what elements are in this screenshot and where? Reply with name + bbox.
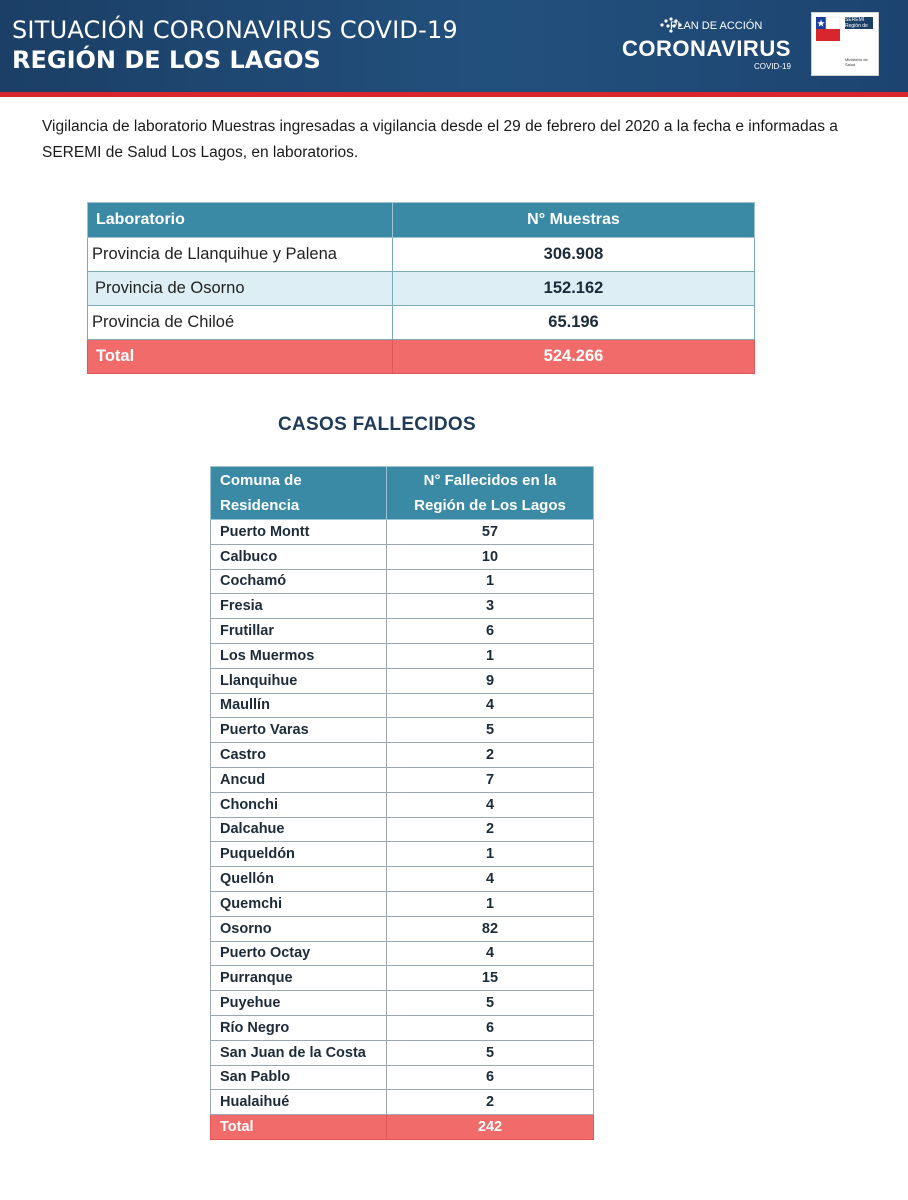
table-row xyxy=(211,991,594,1016)
seremi-logo xyxy=(811,12,879,76)
table-row xyxy=(211,1015,594,1040)
comuna-cell: San Juan de la Costa xyxy=(211,1040,387,1065)
fallecidos-cell: 7 xyxy=(387,767,594,792)
comuna-cell: Chonchi xyxy=(211,792,387,817)
column-header-muestras: N° Muestras xyxy=(393,203,755,238)
lab-name-cell: Provincia de Llanquihue y Palena xyxy=(88,238,393,272)
comuna-cell: Maullín xyxy=(211,693,387,718)
fallecidos-cell: 5 xyxy=(387,991,594,1016)
chile-flag-icon xyxy=(816,17,840,41)
fallecidos-cell: 4 xyxy=(387,693,594,718)
seremi-label: SEREMI xyxy=(845,17,865,23)
table-row xyxy=(211,891,594,916)
table-row xyxy=(211,966,594,991)
table-header-row xyxy=(88,203,755,238)
table-row xyxy=(211,718,594,743)
fallecidos-cell: 6 xyxy=(387,1015,594,1040)
total-value: 524.266 xyxy=(393,340,755,374)
total-label: Total xyxy=(211,1115,387,1140)
fallecidos-cell: 15 xyxy=(387,966,594,991)
fallecidos-cell: 10 xyxy=(387,544,594,569)
comuna-cell: Frutillar xyxy=(211,619,387,644)
table-header-row xyxy=(211,467,594,520)
fallecidos-cell: 5 xyxy=(387,1040,594,1065)
table-row xyxy=(211,916,594,941)
ministerio-label: Ministerio de Salud xyxy=(845,57,868,67)
fallecidos-cell: 2 xyxy=(387,817,594,842)
total-value: 242 xyxy=(387,1115,594,1140)
table-row xyxy=(211,1090,594,1115)
total-row xyxy=(88,340,755,374)
table-row xyxy=(88,306,755,340)
table-row xyxy=(211,842,594,867)
laboratory-table xyxy=(87,202,755,374)
fallecidos-cell: 1 xyxy=(387,891,594,916)
comuna-cell: Puerto Octay xyxy=(211,941,387,966)
table-row xyxy=(88,272,755,306)
plan-main-text: CORONAVIRUS xyxy=(622,36,791,61)
comuna-cell: Calbuco xyxy=(211,544,387,569)
comuna-cell: Puyehue xyxy=(211,991,387,1016)
comuna-cell: Ancud xyxy=(211,767,387,792)
header-title-line2: REGIÓN DE LOS LAGOS xyxy=(12,46,321,74)
comuna-cell: Osorno xyxy=(211,916,387,941)
fallecidos-cell: 4 xyxy=(387,941,594,966)
seremi-region: Región de Los Lagos xyxy=(845,23,869,35)
table-row xyxy=(211,867,594,892)
table-row xyxy=(211,668,594,693)
fallecidos-cell: 4 xyxy=(387,867,594,892)
header-comuna-line1: Comuna de xyxy=(220,472,302,489)
comuna-cell: Puerto Montt xyxy=(211,520,387,545)
fallecidos-cell: 5 xyxy=(387,718,594,743)
fallecidos-cell: 6 xyxy=(387,619,594,644)
table-row xyxy=(211,520,594,545)
table-row xyxy=(211,767,594,792)
fallecidos-cell: 1 xyxy=(387,569,594,594)
table-row xyxy=(211,1040,594,1065)
deaths-table-body xyxy=(211,520,594,1140)
comuna-cell: Llanquihue xyxy=(211,668,387,693)
table-row xyxy=(211,817,594,842)
table-row xyxy=(211,792,594,817)
lab-name-cell: Provincia de Osorno xyxy=(88,272,393,306)
seremi-bar xyxy=(845,17,873,35)
fallecidos-cell: 2 xyxy=(387,743,594,768)
comuna-cell: Río Negro xyxy=(211,1015,387,1040)
table-row xyxy=(211,743,594,768)
fallecidos-cell: 82 xyxy=(387,916,594,941)
table-row xyxy=(211,693,594,718)
header-fallecidos-line2: Región de Los Lagos xyxy=(414,497,566,514)
table-row xyxy=(88,238,755,272)
comuna-cell: Los Muermos xyxy=(211,643,387,668)
deaths-table xyxy=(210,466,594,1140)
table-row xyxy=(211,619,594,644)
fallecidos-cell: 9 xyxy=(387,668,594,693)
comuna-cell: Quemchi xyxy=(211,891,387,916)
lab-count-cell: 65.196 xyxy=(393,306,755,340)
deaths-section-title: CASOS FALLECIDOS xyxy=(278,414,476,435)
table-row xyxy=(211,594,594,619)
total-label: Total xyxy=(88,340,393,374)
comuna-cell: Purranque xyxy=(211,966,387,991)
comuna-cell: Castro xyxy=(211,743,387,768)
comuna-cell: San Pablo xyxy=(211,1065,387,1090)
fallecidos-cell: 57 xyxy=(387,520,594,545)
comuna-cell: Quellón xyxy=(211,867,387,892)
column-header-laboratorio: Laboratorio xyxy=(88,203,393,238)
table-row xyxy=(211,1065,594,1090)
fallecidos-cell: 6 xyxy=(387,1065,594,1090)
header-comuna-line2: Residencia xyxy=(220,497,300,514)
plan-sub-text: COVID-19 xyxy=(754,62,791,71)
header-fallecidos-line1: N° Fallecidos en la xyxy=(423,472,557,489)
plan-top-text: PLAN DE ACCIÓN xyxy=(670,20,763,32)
table-row xyxy=(211,544,594,569)
comuna-cell: Puqueldón xyxy=(211,842,387,867)
comuna-cell: Dalcahue xyxy=(211,817,387,842)
table-row xyxy=(211,643,594,668)
fallecidos-cell: 1 xyxy=(387,643,594,668)
total-row xyxy=(211,1115,594,1140)
comuna-cell: Fresia xyxy=(211,594,387,619)
lab-count-cell: 152.162 xyxy=(393,272,755,306)
column-header-fallecidos xyxy=(387,467,594,520)
comuna-cell: Puerto Varas xyxy=(211,718,387,743)
comuna-cell: Cochamó xyxy=(211,569,387,594)
fallecidos-cell: 2 xyxy=(387,1090,594,1115)
page-header xyxy=(0,0,908,96)
table-row xyxy=(211,569,594,594)
fallecidos-cell: 3 xyxy=(387,594,594,619)
comuna-cell: Hualaihué xyxy=(211,1090,387,1115)
header-stripe xyxy=(0,92,908,97)
table-row xyxy=(211,941,594,966)
lab-count-cell: 306.908 xyxy=(393,238,755,272)
fallecidos-cell: 1 xyxy=(387,842,594,867)
plan-de-accion-logo xyxy=(622,14,797,74)
header-title-line1: SITUACIÓN CORONAVIRUS COVID-19 xyxy=(12,16,458,44)
lab-name-cell: Provincia de Chiloé xyxy=(88,306,393,340)
intro-paragraph: Vigilancia de laboratorio Muestras ingresadas a vigilancia desde el 29 de febrero del 2020 a la fecha e informadas a SEREMI de Salud Los Lagos, en laboratorios. xyxy=(42,118,838,161)
column-header-comuna xyxy=(211,467,387,520)
fallecidos-cell: 4 xyxy=(387,792,594,817)
